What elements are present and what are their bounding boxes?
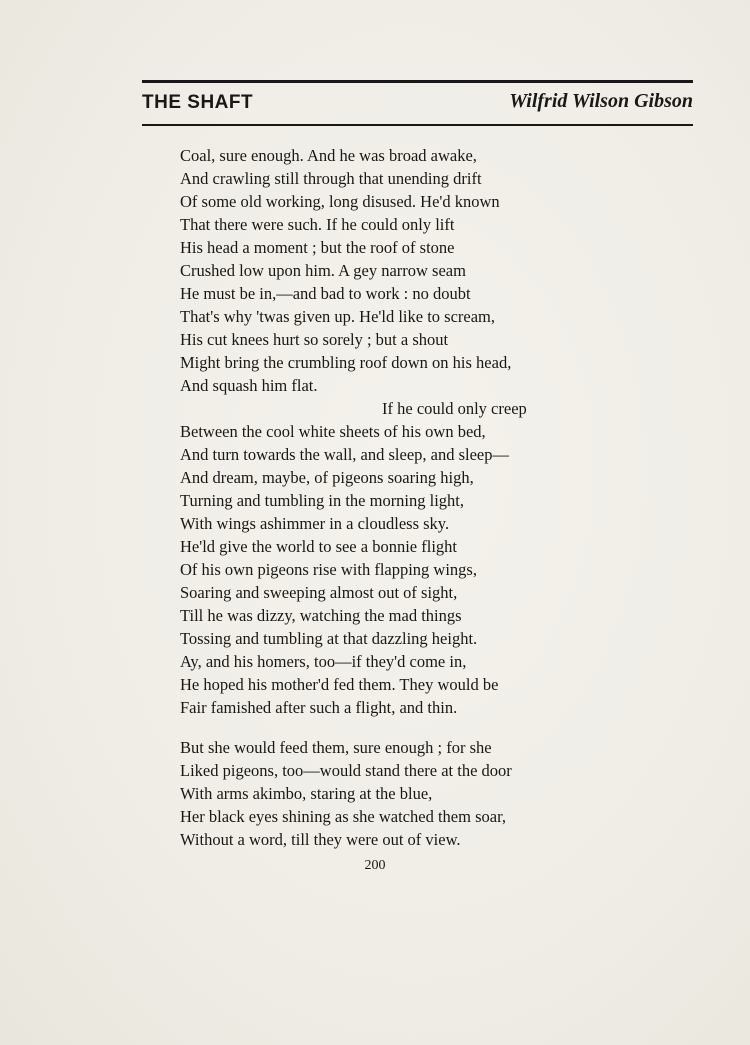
header-rule-bottom (142, 124, 693, 126)
poem-line: Fair famished after such a flight, and thin. (180, 698, 458, 717)
poem-line: Crushed low upon him. A gey narrow seam (180, 261, 466, 280)
header-rule-top (142, 80, 693, 83)
poem-line: Tossing and tumbling at that dazzling height. (180, 629, 478, 648)
poem-line: Liked pigeons, too—would stand there at the door (180, 761, 512, 780)
poem-line-indented: If he could only creep (382, 399, 527, 418)
poem-line: Might bring the crumbling roof down on his head, (180, 353, 512, 372)
poem-line: Till he was dizzy, watching the mad things (180, 606, 462, 625)
poem-line: Coal, sure enough. And he was broad awake, (180, 146, 477, 165)
poem-line: But she would feed them, sure enough ; for she (180, 738, 492, 757)
poem-stanza (180, 144, 620, 719)
poem-line: And squash him flat. (180, 376, 318, 395)
poem-line: Of his own pigeons rise with flapping wings, (180, 560, 477, 579)
poem-line: Of some old working, long disused. He'd known (180, 192, 500, 211)
poem-line: That's why 'twas given up. He'ld like to scream, (180, 307, 496, 326)
header-author: Wilfrid Wilson Gibson (509, 90, 693, 112)
poem-line: And dream, maybe, of pigeons soaring high, (180, 468, 474, 487)
poem-line: He must be in,—and bad to work : no doubt (180, 284, 471, 303)
poem-line: Her black eyes shining as she watched them soar, (180, 807, 507, 826)
poem-line: He'ld give the world to see a bonnie flight (180, 537, 457, 556)
poem-line: With arms akimbo, staring at the blue, (180, 784, 433, 803)
poem-line: His cut knees hurt so sorely ; but a shout (180, 330, 449, 349)
poem-line: Turning and tumbling in the morning light, (180, 491, 465, 510)
page-number: 200 (364, 858, 386, 873)
poem-line: With wings ashimmer in a cloudless sky. (180, 514, 450, 533)
poem-line: Soaring and sweeping almost out of sight, (180, 583, 458, 602)
poem-line: And turn towards the wall, and sleep, and sleep— (180, 445, 510, 464)
running-header (142, 90, 693, 120)
poem-stanza (180, 736, 620, 851)
poem-line: That there were such. If he could only lift (180, 215, 455, 234)
poem-line: His head a moment ; but the roof of stone (180, 238, 455, 257)
poem-line: Without a word, till they were out of view. (180, 830, 461, 849)
poem-line: He hoped his mother'd fed them. They would be (180, 675, 499, 694)
poem-line: And crawling still through that unending drift (180, 169, 482, 188)
poem-line: Ay, and his homers, too—if they'd come in, (180, 652, 467, 671)
header-title: THE SHAFT (142, 92, 254, 113)
poem-line: Between the cool white sheets of his own bed, (180, 422, 486, 441)
